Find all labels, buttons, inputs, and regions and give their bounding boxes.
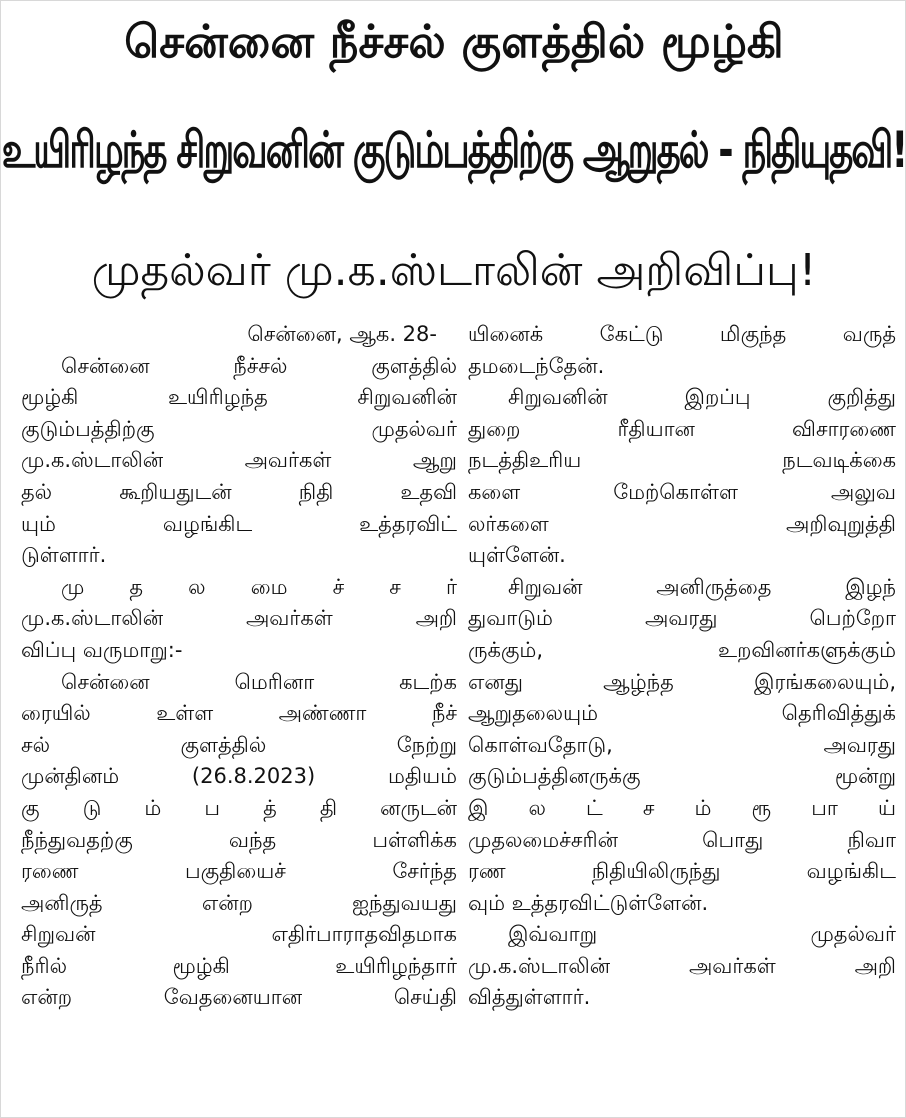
- body-line: யினைக் கேட்டு மிகுந்த வருத்: [468, 322, 896, 346]
- body-line: கொள்வதோடு, அவரது: [468, 732, 896, 757]
- kicker-headline: சென்னை நீச்சல் குளத்தில் மூழ்கி: [124, 15, 784, 68]
- body-line: வித்துள்ளார்.: [468, 985, 591, 1010]
- body-line: களை மேற்கொள்ள அலுவ: [468, 479, 896, 504]
- body-line: அனிருத் என்ற ஐந்துவயது: [21, 890, 457, 915]
- body-line: நீந்துவதற்கு வந்த பள்ளிக்க: [21, 827, 457, 852]
- body-line: முதலமைச்சரின் பொது நிவா: [468, 827, 896, 852]
- body-line: துவாடும் அவரது பெற்றோ: [468, 606, 896, 631]
- body-line: டுள்ளார்.: [21, 543, 107, 568]
- body-line: மு.க.ஸ்டாலின் அவர்கள் அறி: [468, 953, 896, 978]
- body-line: இவ்வாறு முதல்வர்: [508, 922, 896, 947]
- body-line: மூழ்கி உயிரிழந்த சிறுவனின்: [21, 385, 457, 410]
- body-line: ஆறுதலையும் தெரிவித்துக்: [468, 701, 896, 726]
- sub-headline: முதல்வர் மு.க.ஸ்டாலின் அறிவிப்பு!: [91, 245, 817, 296]
- body-line: யுள்ளேன்.: [468, 543, 566, 568]
- body-line: ரையில் உள்ள அண்ணா நீச்: [21, 701, 457, 726]
- main-headline: உயிரிழந்த சிறுவனின் குடும்பத்திற்கு ஆறுதல் - நிதியுதவி!: [1, 121, 906, 180]
- body-line: மு த ல மை ச் ச ர்: [61, 574, 457, 599]
- body-line: யும் வழங்கிட உத்தரவிட்: [21, 511, 457, 536]
- body-line: கு டு ம் ப த் தி னருடன்: [21, 795, 457, 820]
- body-line: சல் குளத்தில் நேற்று: [21, 732, 457, 757]
- body-line: மு.க.ஸ்டாலின் அவர்கள் அறி: [21, 606, 457, 631]
- dateline: சென்னை, ஆக. 28-: [247, 322, 437, 346]
- body-line: சிறுவனின் இறப்பு குறித்து: [508, 385, 896, 410]
- body-line: வும் உத்தரவிட்டுள்ளேன்.: [468, 890, 709, 915]
- body-line: சென்னை நீச்சல் குளத்தில்: [61, 353, 457, 378]
- body-line: லர்களை அறிவுறுத்தி: [468, 511, 896, 536]
- body-line: ருக்கும், உறவினர்களுக்கும்: [468, 637, 896, 662]
- body-line: சென்னை மெரினா கடற்க: [61, 669, 457, 694]
- right-column: [468, 319, 896, 1014]
- body-line: நடத்திஉரிய நடவடிக்கை: [468, 448, 896, 473]
- body-line: ரணை பகுதியைச் சேர்ந்த: [21, 859, 457, 884]
- body-line: மு.க.ஸ்டாலின் அவர்கள் ஆறு: [21, 448, 457, 473]
- body-line: குடும்பத்திற்கு முதல்வர்: [21, 416, 457, 441]
- body-line: சிறுவன் அனிருத்தை இழந்: [508, 574, 896, 599]
- body-line: ரண நிதியிலிருந்து வழங்கிட: [468, 859, 896, 884]
- body-line: தமடைந்தேன்.: [468, 353, 605, 378]
- body-line: விப்பு வருமாறு:-: [21, 637, 183, 662]
- body-line: தல் கூறியதுடன் நிதி உதவி: [21, 479, 457, 504]
- body-line: குடும்பத்தினருக்கு மூன்று: [468, 764, 896, 789]
- body-line: நீரில் மூழ்கி உயிரிழந்தார்: [21, 953, 457, 978]
- body-line: எனது ஆழ்ந்த இரங்கலையும்,: [468, 669, 896, 694]
- left-column: [21, 319, 457, 1014]
- body-line: முன்தினம் (26.8.2023) மதியம்: [21, 764, 457, 789]
- body-line: துறை ரீதியான விசாரணை: [468, 416, 896, 441]
- body-line: இ ல ட் ச ம் ரூ பா ய்: [468, 795, 896, 820]
- body-line: சிறுவன் எதிர்பாராதவிதமாக: [21, 922, 457, 947]
- body-line: என்ற வேதனையான செய்தி: [21, 985, 457, 1010]
